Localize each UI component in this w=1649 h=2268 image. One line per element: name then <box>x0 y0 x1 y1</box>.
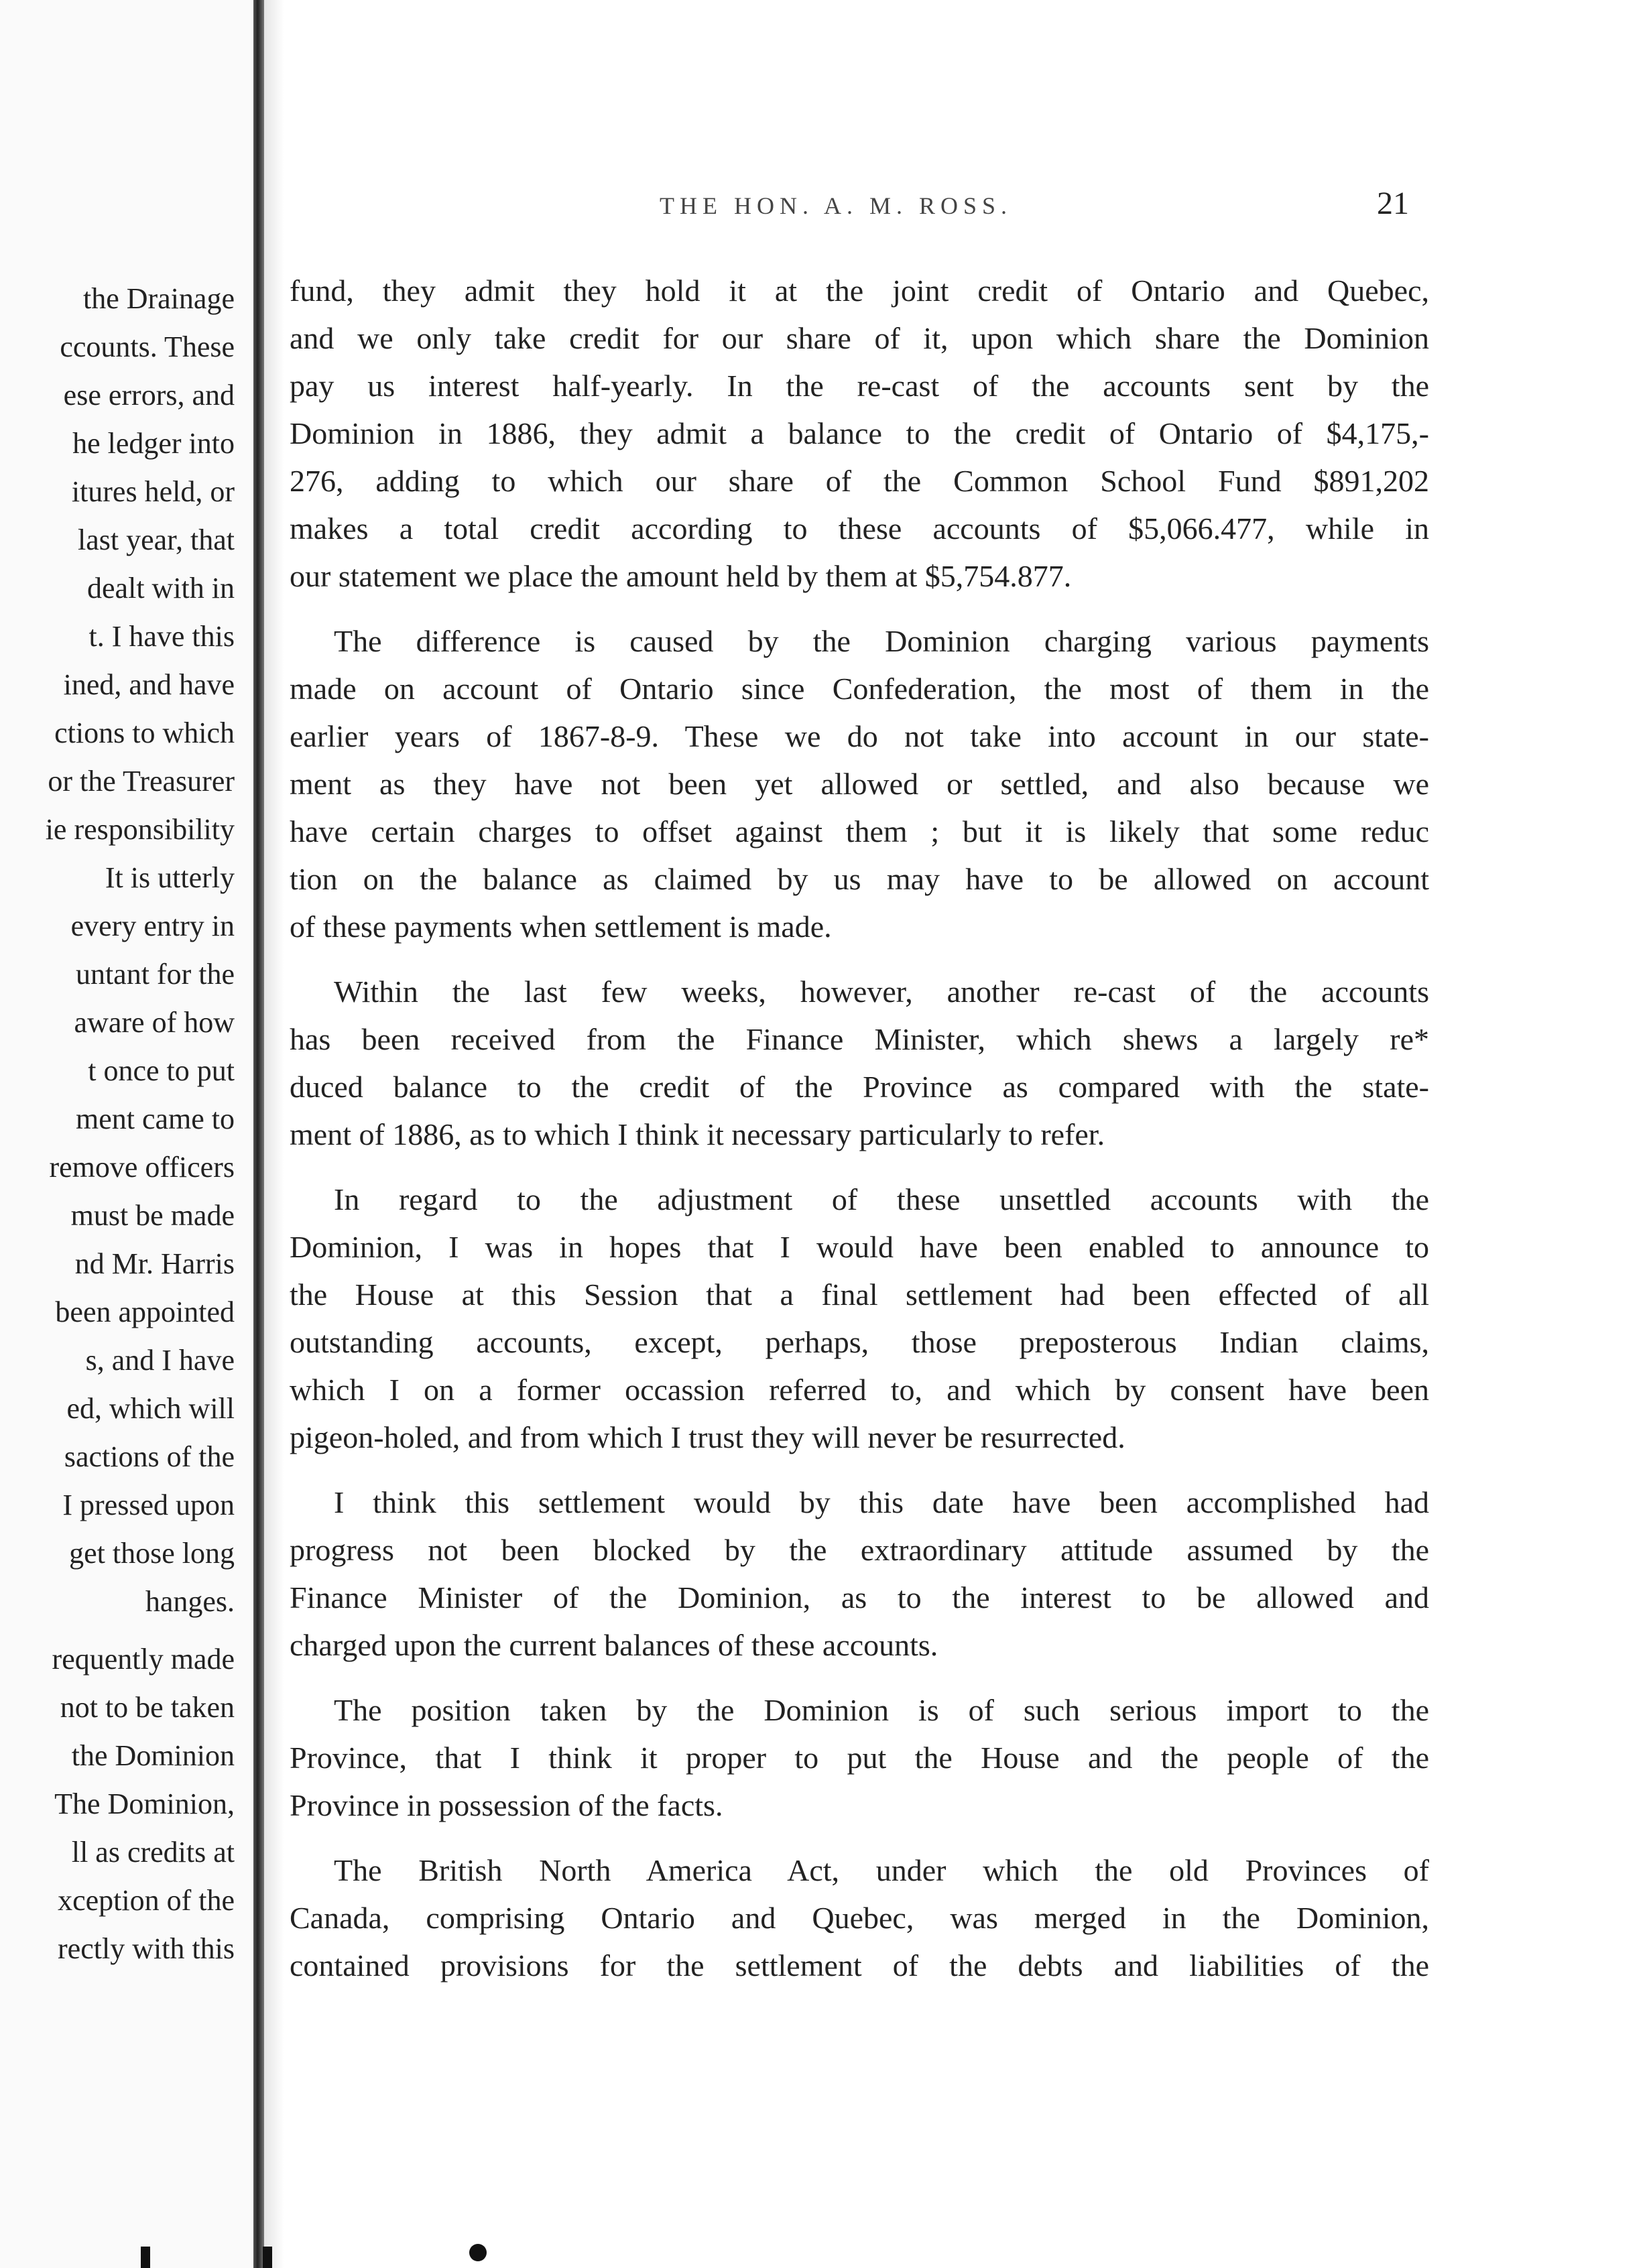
text-line: Province, that I think it proper to put the House and the people of the <box>290 1741 1429 1775</box>
left-text-line: he ledger into <box>72 427 235 460</box>
book-gutter <box>253 0 264 2268</box>
left-text-line: s, and I have <box>85 1344 235 1377</box>
text-line: I think this settlement would by this date have been accomplished had <box>334 1485 1429 1519</box>
gutter-shadow <box>264 0 284 2268</box>
left-text-line: the Drainage <box>83 282 235 315</box>
text-line: Province in possession of the facts. <box>290 1788 723 1822</box>
left-text-line: every entry in <box>70 909 235 942</box>
left-text-line: been appointed <box>55 1296 235 1328</box>
text-line: pay us interest half-yearly. In the re-cast of the accounts sent by the <box>290 369 1429 403</box>
left-text-line: ed, which will <box>66 1392 235 1425</box>
text-line: Finance Minister of the Dominion, as to the interest to be allowed and <box>290 1580 1429 1615</box>
edge-mark <box>141 2247 150 2268</box>
left-text-line: ined, and have <box>63 668 235 701</box>
left-text-line: ie responsibility <box>45 813 235 846</box>
text-line: duced balance to the credit of the Province as compared with the state- <box>290 1070 1429 1104</box>
text-line: has been received from the Finance Minister, which shews a largely re* <box>290 1022 1429 1056</box>
text-line: Within the last few weeks, however, another re-cast of the accounts <box>334 974 1429 1009</box>
text-line: In regard to the adjustment of these unsettled accounts with the <box>334 1182 1429 1216</box>
text-line: of these payments when settlement is made. <box>290 909 832 944</box>
text-line: makes a total credit according to these accounts of $5,066.477, while in <box>290 511 1429 546</box>
left-text-line: rectly with this <box>58 1932 235 1965</box>
page-number: 21 <box>1377 186 1409 221</box>
text-line: The difference is caused by the Dominion charging various payments <box>334 624 1429 658</box>
paragraph <box>290 1686 1429 1829</box>
left-text-line: last year, that <box>77 523 235 556</box>
left-text-line: ese errors, and <box>63 379 235 412</box>
text-line: Dominion in 1886, they admit a balance to the credit of Ontario of $4,175,- <box>290 416 1429 450</box>
paragraph <box>290 267 1429 600</box>
paragraph <box>290 617 1429 950</box>
text-line: the House at this Session that a final settlement had been effected of all <box>290 1277 1429 1312</box>
left-text-line: The Dominion, <box>54 1787 235 1820</box>
left-text-line: or the Treasurer <box>48 765 235 798</box>
paragraph <box>290 1176 1429 1461</box>
text-line: The position taken by the Dominion is of such serious import to the <box>334 1693 1429 1727</box>
left-text-line: ment came to <box>75 1102 235 1135</box>
text-line: earlier years of 1867-8-9. These we do not take into account in our state- <box>290 719 1429 753</box>
left-text-line: itures held, or <box>71 475 235 508</box>
text-line: ment of 1886, as to which I think it necessary particularly to refer. <box>290 1117 1105 1151</box>
left-text-line: ll as credits at <box>71 1836 235 1869</box>
left-text-line: It is utterly <box>105 861 235 894</box>
edge-mark <box>263 2247 272 2268</box>
left-text-line: remove officers <box>49 1151 235 1184</box>
text-line: ment as they have not been yet allowed or settled, and also because we <box>290 767 1429 801</box>
text-line: outstanding accounts, except, perhaps, those preposterous Indian claims, <box>290 1325 1429 1359</box>
left-text-line: t. I have this <box>88 620 235 653</box>
left-text-line: t once to put <box>88 1054 235 1087</box>
text-line: charged upon the current balances of these accounts. <box>290 1628 938 1662</box>
right-page <box>284 0 1649 2268</box>
paragraph <box>290 968 1429 1158</box>
text-line: have certain charges to offset against them ; but it is likely that some reduc <box>290 814 1429 848</box>
left-text-line: xception of the <box>58 1884 235 1917</box>
left-page-text <box>0 275 235 1973</box>
left-text-line: hanges. <box>145 1585 235 1618</box>
left-page <box>0 0 255 2268</box>
left-text-line: ccounts. These <box>60 330 235 363</box>
left-text-line: must be made <box>70 1199 235 1232</box>
ink-blot <box>469 2244 487 2261</box>
text-line: 276, adding to which our share of the Common School Fund $891,202 <box>290 464 1429 498</box>
left-text-line: requently made <box>52 1643 235 1676</box>
text-line: fund, they admit they hold it at the joint credit of Ontario and Quebec, <box>290 273 1429 308</box>
left-text-line: I pressed upon <box>62 1489 235 1521</box>
left-text-line: ctions to which <box>54 716 235 749</box>
paragraph <box>290 1846 1429 1989</box>
paragraph <box>290 1478 1429 1669</box>
text-line: our statement we place the amount held by them at $5,754.877. <box>290 559 1072 593</box>
text-line: Dominion, I was in hopes that I would have been enabled to announce to <box>290 1230 1429 1264</box>
text-line: made on account of Ontario since Confederation, the most of them in the <box>290 672 1429 706</box>
text-line: pigeon-holed, and from which I trust they will never be resurrected. <box>290 1420 1125 1454</box>
left-text-line: untant for the <box>75 958 235 991</box>
left-text-line: not to be taken <box>60 1691 235 1724</box>
text-line: The British North America Act, under which the old Provinces of <box>334 1853 1429 1887</box>
running-head: THE HON. A. M. ROSS. <box>660 192 1013 219</box>
text-line: and we only take credit for our share of it, upon which share the Dominion <box>290 321 1429 355</box>
left-text-line: nd Mr. Harris <box>74 1247 235 1280</box>
body-text <box>290 267 1429 2007</box>
left-text-line: dealt with in <box>87 572 235 605</box>
text-line: contained provisions for the settlement of the debts and liabilities of the <box>290 1948 1429 1982</box>
text-line: tion on the balance as claimed by us may have to be allowed on account <box>290 862 1429 896</box>
left-text-line: sactions of the <box>64 1440 235 1473</box>
left-text-line: the Dominion <box>71 1739 235 1772</box>
text-line: Canada, comprising Ontario and Quebec, was merged in the Dominion, <box>290 1901 1429 1935</box>
text-line: progress not been blocked by the extraordinary attitude assumed by the <box>290 1533 1429 1567</box>
left-text-line: aware of how <box>74 1006 235 1039</box>
text-line: which I on a former occassion referred to, and which by consent have been <box>290 1373 1429 1407</box>
left-text-line: get those long <box>69 1537 235 1570</box>
